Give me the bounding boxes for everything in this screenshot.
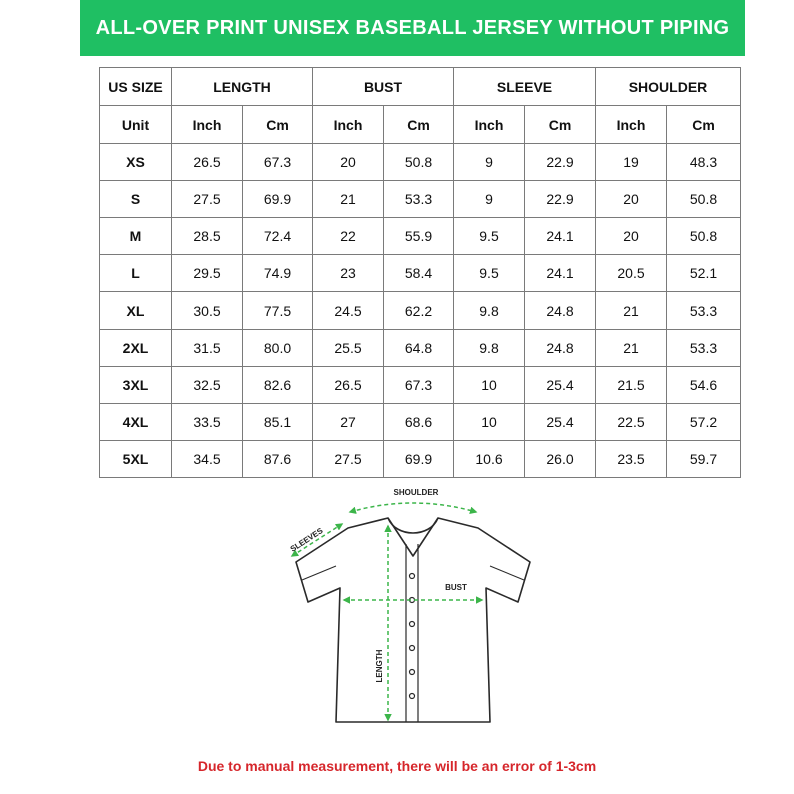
table-row	[100, 329, 741, 366]
sleeve-header: SLEEVE	[454, 68, 596, 106]
measurement-cell: 23.5	[596, 440, 667, 477]
measurement-cell: 59.7	[667, 440, 741, 477]
unit-cm: Cm	[243, 106, 313, 144]
measurement-cell: 52.1	[667, 255, 741, 292]
measurement-cell: 10	[454, 366, 525, 403]
measurement-cell: 20	[313, 144, 384, 181]
measurement-cell: 10.6	[454, 440, 525, 477]
table-row	[100, 403, 741, 440]
measurement-cell: 21	[313, 181, 384, 218]
measurement-cell: 9.5	[454, 218, 525, 255]
page-title-banner	[80, 0, 745, 56]
measurement-cell: 21	[596, 329, 667, 366]
measurement-cell: 9	[454, 181, 525, 218]
measurement-cell: 34.5	[172, 440, 243, 477]
measurement-cell: 53.3	[384, 181, 454, 218]
size-header: US SIZE	[100, 68, 172, 106]
measurement-cell: 21	[596, 292, 667, 329]
measurement-cell: 25.5	[313, 329, 384, 366]
measurement-cell: 21.5	[596, 366, 667, 403]
unit-inch: Inch	[172, 106, 243, 144]
measurement-cell: 24.1	[525, 218, 596, 255]
measurement-cell: 19	[596, 144, 667, 181]
size-cell: M	[100, 218, 172, 255]
measurement-cell: 67.3	[384, 366, 454, 403]
jersey-diagram	[278, 484, 548, 740]
length-header: LENGTH	[172, 68, 313, 106]
bust-label: BUST	[445, 583, 467, 592]
measurement-cell: 72.4	[243, 218, 313, 255]
page-title: ALL-OVER PRINT UNISEX BASEBALL JERSEY WITHOUT PIPING	[95, 16, 730, 39]
unit-cm: Cm	[525, 106, 596, 144]
measurement-cell: 24.5	[313, 292, 384, 329]
measurement-cell: 24.1	[525, 255, 596, 292]
measurement-cell: 27	[313, 403, 384, 440]
measurement-cell: 9.8	[454, 292, 525, 329]
size-cell: 2XL	[100, 329, 172, 366]
measurement-cell: 55.9	[384, 218, 454, 255]
measurement-cell: 33.5	[172, 403, 243, 440]
table-row	[100, 181, 741, 218]
measurement-cell: 24.8	[525, 292, 596, 329]
table-row	[100, 292, 741, 329]
measurement-note: Due to manual measurement, there will be an error of 1-3cm	[197, 758, 597, 774]
measurement-cell: 68.6	[384, 403, 454, 440]
measurement-cell: 77.5	[243, 292, 313, 329]
measurement-cell: 85.1	[243, 403, 313, 440]
measurement-cell: 22.9	[525, 181, 596, 218]
measurement-cell: 82.6	[243, 366, 313, 403]
measurement-cell: 30.5	[172, 292, 243, 329]
unit-row	[100, 106, 741, 144]
measurement-cell: 53.3	[667, 292, 741, 329]
measurement-cell: 80.0	[243, 329, 313, 366]
unit-label: Unit	[100, 106, 172, 144]
size-cell: XL	[100, 292, 172, 329]
measurement-cell: 67.3	[243, 144, 313, 181]
measurement-cell: 50.8	[384, 144, 454, 181]
length-label: LENGTH	[375, 649, 384, 683]
measurement-cell: 20	[596, 181, 667, 218]
size-cell: XS	[100, 144, 172, 181]
shoulder-header: SHOULDER	[596, 68, 741, 106]
measurement-cell: 50.8	[667, 181, 741, 218]
baseball-jersey-icon	[296, 518, 530, 722]
measurement-cell: 22	[313, 218, 384, 255]
measurement-cell: 22.9	[525, 144, 596, 181]
size-cell: S	[100, 181, 172, 218]
measurement-cell: 32.5	[172, 366, 243, 403]
measurement-cell: 48.3	[667, 144, 741, 181]
measurement-cell: 54.6	[667, 366, 741, 403]
measurement-cell: 23	[313, 255, 384, 292]
sleeves-label: SLEEVES	[288, 526, 325, 554]
measurement-cell: 27.5	[172, 181, 243, 218]
measurement-cell: 64.8	[384, 329, 454, 366]
measurement-cell: 87.6	[243, 440, 313, 477]
size-cell: 5XL	[100, 440, 172, 477]
unit-inch: Inch	[313, 106, 384, 144]
measurement-cell: 58.4	[384, 255, 454, 292]
measurement-cell: 9	[454, 144, 525, 181]
measurement-cell: 26.5	[313, 366, 384, 403]
table-row	[100, 366, 741, 403]
measurement-cell: 69.9	[243, 181, 313, 218]
measurement-cell: 26.0	[525, 440, 596, 477]
unit-cm: Cm	[667, 106, 741, 144]
measurement-cell: 24.8	[525, 329, 596, 366]
measurement-cell: 9.5	[454, 255, 525, 292]
size-cell: L	[100, 255, 172, 292]
measurement-cell: 28.5	[172, 218, 243, 255]
measurement-cell: 62.2	[384, 292, 454, 329]
table-row	[100, 144, 741, 181]
unit-inch: Inch	[454, 106, 525, 144]
measurement-cell: 50.8	[667, 218, 741, 255]
measurement-cell: 27.5	[313, 440, 384, 477]
table-header-row	[100, 68, 741, 106]
measurement-cell: 25.4	[525, 403, 596, 440]
measurement-cell: 9.8	[454, 329, 525, 366]
bust-header: BUST	[313, 68, 454, 106]
table-row	[100, 255, 741, 292]
size-cell: 3XL	[100, 366, 172, 403]
measurement-cell: 74.9	[243, 255, 313, 292]
measurement-cell: 69.9	[384, 440, 454, 477]
shoulder-label: SHOULDER	[393, 488, 439, 497]
measurement-cell: 53.3	[667, 329, 741, 366]
unit-inch: Inch	[596, 106, 667, 144]
measurement-cell: 10	[454, 403, 525, 440]
unit-cm: Cm	[384, 106, 454, 144]
measurement-cell: 20.5	[596, 255, 667, 292]
measurement-cell: 31.5	[172, 329, 243, 366]
size-chart-table	[99, 67, 741, 478]
measurement-cell: 29.5	[172, 255, 243, 292]
table-row	[100, 218, 741, 255]
measurement-cell: 25.4	[525, 366, 596, 403]
measurement-cell: 20	[596, 218, 667, 255]
measurement-cell: 26.5	[172, 144, 243, 181]
measurement-cell: 22.5	[596, 403, 667, 440]
measurement-cell: 57.2	[667, 403, 741, 440]
size-cell: 4XL	[100, 403, 172, 440]
table-row	[100, 440, 741, 477]
